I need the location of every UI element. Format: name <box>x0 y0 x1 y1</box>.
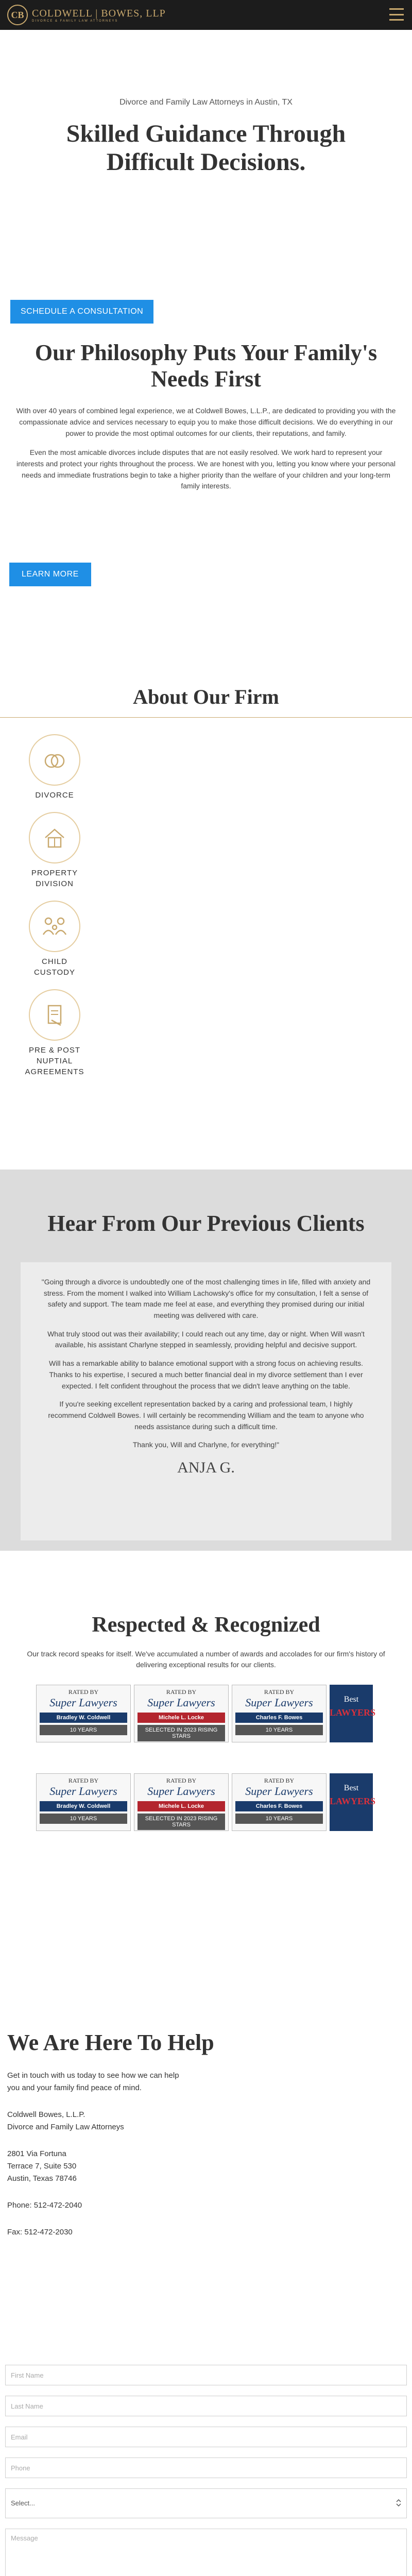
first-name-field[interactable] <box>5 2365 407 2385</box>
firm-tagline: Divorce and Family Law Attorneys <box>7 2122 124 2131</box>
practice-area-property-division[interactable] <box>23 812 87 889</box>
best-lawyers-badge[interactable] <box>330 1773 376 1831</box>
badge-years: SELECTED IN 2023 RISING STARS <box>138 1725 225 1741</box>
hero-section <box>0 30 412 334</box>
award-badge[interactable] <box>36 1685 131 1742</box>
badge-brand: Super Lawyers <box>147 1696 215 1709</box>
testimonial-paragraph: Will has a remarkable ability to balance emotional support with a strong focus on achieving results. Thanks to his expertise, I secured a much better financial deal in my divorce settlement than I ever expected. I felt confident throughout the process that we didn't leave anything on the table. <box>48 1359 364 1390</box>
testimonial-card <box>21 1262 391 1540</box>
best-lawyers-line2: LAWYERS <box>330 1796 376 1807</box>
document-icon <box>29 989 80 1041</box>
badge-years: 10 YEARS <box>235 1725 323 1735</box>
badge-brand: Super Lawyers <box>147 1785 215 1798</box>
badge-years: 10 YEARS <box>40 1814 127 1824</box>
testimonial-paragraph: If you're seeking excellent representation backed by a caring and professional team, I highly recommend Coldwell Bowes. I will certainly be recommending William and the team to anyone who needs assistance during such a difficult time. <box>48 1400 364 1431</box>
awards-title: Respected & Recognized <box>92 1613 320 1637</box>
badge-years: SELECTED IN 2023 RISING STARS <box>138 1814 225 1830</box>
award-badge[interactable] <box>134 1685 229 1742</box>
practice-area-list <box>23 734 412 1077</box>
divider <box>0 717 412 718</box>
badge-top-text: RATED BY <box>68 1777 99 1785</box>
firm-name-block <box>7 2109 412 2133</box>
award-badge-row <box>0 1773 412 1831</box>
inquiry-select[interactable] <box>5 2488 407 2518</box>
badge-brand: Super Lawyers <box>49 1696 117 1709</box>
learn-more-button[interactable]: LEARN MORE <box>9 563 91 586</box>
badge-top-text: RATED BY <box>166 1688 197 1696</box>
practice-area-label: CHILD CUSTODY <box>33 957 76 977</box>
practice-area-label: DIVORCE <box>35 791 74 800</box>
practice-area-label: PROPERTY DIVISION <box>31 869 78 888</box>
badge-name: Charles F. Bowes <box>235 1801 323 1811</box>
testimonial-author: ANJA G. <box>177 1459 235 1476</box>
phone-number[interactable]: Phone: 512-472-2040 <box>7 2200 82 2210</box>
testimonial-paragraph: "Going through a divorce is undoubtedly one of the most challenging times in life, filled with anxiety and stress. From the moment I walked into William Lachowsky's office for my consultation, I felt a sense of safety and support. The team made me feel at ease, and everything they promised during our initial meeting was delivered with care. <box>41 1278 371 1320</box>
help-title: We Are Here To Help <box>7 2030 214 2055</box>
awards-section <box>0 1613 412 1831</box>
philosophy-title: Our Philosophy Puts Your Family's Needs First <box>35 340 377 392</box>
best-lawyers-line2: LAWYERS <box>330 1707 376 1718</box>
badge-brand: Super Lawyers <box>245 1785 313 1798</box>
address-line: Austin, Texas 78746 <box>7 2174 77 2183</box>
practice-area-nuptial-agreements[interactable] <box>23 989 87 1077</box>
badge-brand: Super Lawyers <box>49 1785 117 1798</box>
practice-area-label: PRE & POST NUPTIAL AGREEMENTS <box>25 1046 84 1076</box>
testimonial-paragraph: What truly stood out was their availability; I could reach out any time, day or night. When Will wasn't available, his assistant Charlyne stepped in seamlessly, providing helpful and decisive support. <box>47 1329 365 1349</box>
badge-brand: Super Lawyers <box>245 1696 313 1709</box>
email-field[interactable] <box>5 2427 407 2447</box>
hamburger-menu-icon[interactable] <box>389 8 404 21</box>
testimonials-title: Hear From Our Previous Clients <box>47 1211 365 1236</box>
rings-icon <box>29 734 80 786</box>
testimonial-paragraph: Thank you, Will and Charlyne, for everything!" <box>132 1440 280 1449</box>
practice-area-divorce[interactable] <box>23 734 87 801</box>
badge-name: Charles F. Bowes <box>235 1713 323 1723</box>
award-badge[interactable] <box>232 1685 327 1742</box>
last-name-field[interactable] <box>5 2396 407 2416</box>
badge-name: Michele L. Locke <box>138 1801 225 1811</box>
firm-name: Coldwell Bowes, L.L.P. <box>7 2110 85 2119</box>
award-badge[interactable] <box>134 1773 229 1831</box>
practice-area-child-custody[interactable] <box>23 901 87 978</box>
about-section <box>0 685 412 1089</box>
help-intro-text: Get in touch with us today to see how we can help you and your family find peace of mind. <box>7 2071 179 2092</box>
logo-name: COLDWELL | BOWES, LLP <box>32 7 166 19</box>
testimonials-section <box>0 1170 412 1551</box>
help-intro <box>7 2070 412 2094</box>
badge-top-text: RATED BY <box>68 1688 99 1696</box>
logo-mark: CB <box>7 5 28 25</box>
address-line: Terrace 7, Suite 530 <box>7 2161 77 2171</box>
badge-top-text: RATED BY <box>264 1688 295 1696</box>
phone-field[interactable] <box>5 2458 407 2478</box>
schedule-consultation-button[interactable]: SCHEDULE A CONSULTATION <box>10 300 153 324</box>
site-logo[interactable] <box>7 5 166 25</box>
awards-intro: Our track record speaks for itself. We've accumulated a number of awards and accolades for our firm's history of delivering exceptional results for our clients. <box>27 1650 385 1669</box>
best-lawyers-badge[interactable] <box>330 1685 376 1742</box>
philosophy-paragraph: Even the most amicable divorces include disputes that are not easily resolved. We work hard to represent your interests and protect your rights throughout the process. We are honest with you, letting you know where your personal needs and immediate frustrations begin to take a higher priority than the welfare of your children and your long-term family interests. <box>16 448 396 490</box>
badge-name: Bradley W. Coldwell <box>40 1713 127 1723</box>
badge-years: 10 YEARS <box>40 1725 127 1735</box>
philosophy-paragraph: With over 40 years of combined legal experience, we at Coldwell Bowes, L.L.P., are dedicated to providing you with the compassionate advice and services necessary to equip you to make those difficult decisions. We do everything in our power to provide the most optimal outcomes for our clients, their reputations, and family. <box>16 406 396 437</box>
best-lawyers-line1: Best <box>344 1784 359 1793</box>
badge-top-text: RATED BY <box>166 1777 197 1785</box>
award-badge[interactable] <box>36 1773 131 1831</box>
select-value: Select... <box>11 2499 35 2507</box>
message-field[interactable]: Message <box>5 2529 407 2576</box>
chevron-down-icon <box>396 2499 401 2508</box>
hero-eyebrow: Divorce and Family Law Attorneys in Austin, TX <box>119 98 293 107</box>
hero-title: Skilled Guidance Through Difficult Decisions. <box>66 120 346 176</box>
address-line: 2801 Via Fortuna <box>7 2149 66 2158</box>
about-title: About Our Firm <box>133 685 279 708</box>
family-icon <box>29 901 80 952</box>
award-badge[interactable] <box>232 1773 327 1831</box>
badge-years: 10 YEARS <box>235 1814 323 1824</box>
best-lawyers-line1: Best <box>344 1695 359 1704</box>
site-header <box>0 0 412 30</box>
philosophy-section <box>0 340 412 579</box>
award-badge-row <box>0 1685 412 1742</box>
contact-info-section <box>0 2030 412 2239</box>
badge-name: Bradley W. Coldwell <box>40 1801 127 1811</box>
badge-name: Michele L. Locke <box>138 1713 225 1723</box>
house-icon <box>29 812 80 863</box>
badge-top-text: RATED BY <box>264 1777 295 1785</box>
fax-number: Fax: 512-472-2030 <box>7 2227 73 2236</box>
logo-subtitle: DIVORCE & FAMILY LAW ATTORNEYS <box>32 19 118 23</box>
contact-form <box>5 2365 407 2576</box>
logo-text <box>32 8 166 23</box>
address-block <box>7 2148 412 2185</box>
